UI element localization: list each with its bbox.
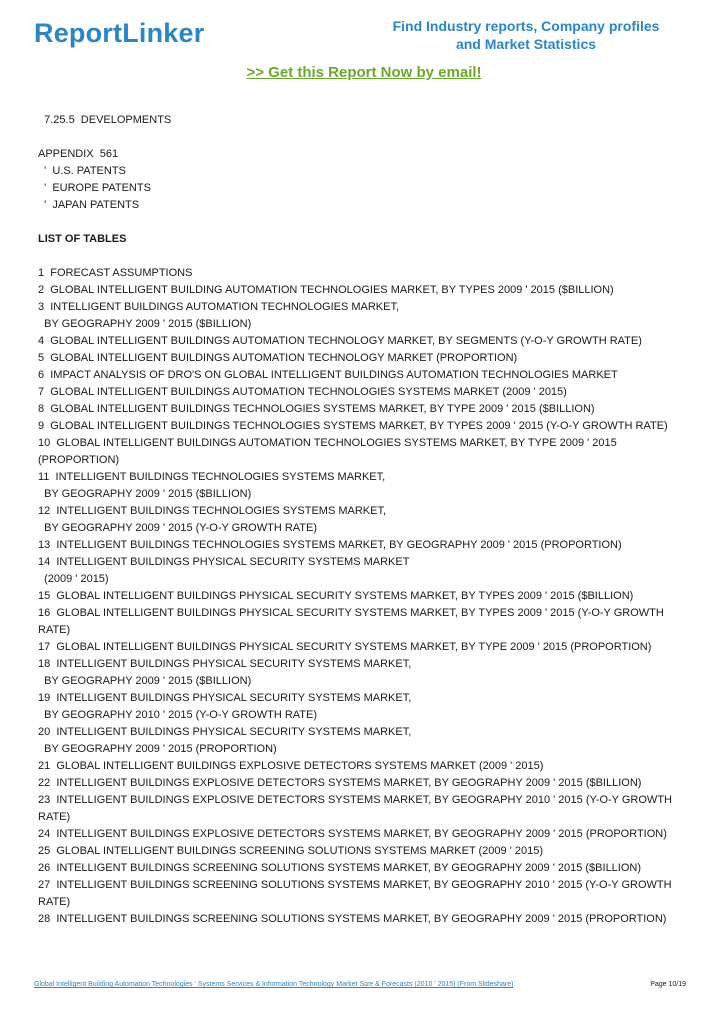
table-list-line: 13 INTELLIGENT BUILDINGS TECHNOLOGIES SYSTEMS MARKET, BY GEOGRAPHY 2009 ' 2015 (PROPORTION) xyxy=(38,539,622,551)
appendix-item: ' JAPAN PATENTS xyxy=(38,199,140,211)
table-list-line: 14 INTELLIGENT BUILDINGS PHYSICAL SECURITY SYSTEMS MARKET xyxy=(38,556,410,568)
table-list-line: 19 INTELLIGENT BUILDINGS PHYSICAL SECURITY SYSTEMS MARKET, xyxy=(38,692,412,704)
table-list-line: BY GEOGRAPHY 2010 ' 2015 (Y-O-Y GROWTH RATE) xyxy=(38,709,318,721)
table-list-line: BY GEOGRAPHY 2009 ' 2015 (PROPORTION) xyxy=(38,743,277,755)
appendix-title: APPENDIX 561 xyxy=(38,148,119,160)
table-list-line: 7 GLOBAL INTELLIGENT BUILDINGS AUTOMATION TECHNOLOGIES SYSTEMS MARKET (2009 ' 2015) xyxy=(38,386,567,398)
tagline-line-2: and Market Statistics xyxy=(455,36,597,52)
table-list-line: 24 INTELLIGENT BUILDINGS EXPLOSIVE DETECTORS SYSTEMS MARKET, BY GEOGRAPHY 2009 ' 2015 (PROPORTION) xyxy=(38,828,667,840)
section-heading: 7.25.5 DEVELOPMENTS xyxy=(38,114,172,126)
page-number: Page 10/19 xyxy=(650,981,686,988)
appendix-item: ' EUROPE PATENTS xyxy=(38,182,151,194)
table-list-line: 22 INTELLIGENT BUILDINGS EXPLOSIVE DETECTORS SYSTEMS MARKET, BY GEOGRAPHY 2009 ' 2015 ($BILLION) xyxy=(38,777,642,789)
table-list-line: 26 INTELLIGENT BUILDINGS SCREENING SOLUTIONS SYSTEMS MARKET, BY GEOGRAPHY 2009 ' 2015 ($BILLION) xyxy=(38,862,642,874)
table-list-line: 9 GLOBAL INTELLIGENT BUILDINGS TECHNOLOGIES SYSTEMS MARKET, BY TYPES 2009 ' 2015 (Y-O-Y GROWTH RATE) xyxy=(38,420,668,432)
table-list-line: 28 INTELLIGENT BUILDINGS SCREENING SOLUTIONS SYSTEMS MARKET, BY GEOGRAPHY 2009 ' 2015 (PROPORTION) xyxy=(38,913,667,925)
table-list-line: 16 GLOBAL INTELLIGENT BUILDINGS PHYSICAL SECURITY SYSTEMS MARKET, BY TYPES 2009 ' 2015 (Y-O-Y GROWTH xyxy=(38,607,664,619)
header-tagline xyxy=(376,17,676,53)
table-list-line: 15 GLOBAL INTELLIGENT BUILDINGS PHYSICAL SECURITY SYSTEMS MARKET, BY TYPES 2009 ' 2015 ($BILLION) xyxy=(38,590,634,602)
table-list-line: RATE) xyxy=(38,896,71,908)
table-list-line: BY GEOGRAPHY 2009 ' 2015 ($BILLION) xyxy=(38,488,252,500)
table-list-line: 1 FORECAST ASSUMPTIONS xyxy=(38,267,193,279)
table-list-line: 20 INTELLIGENT BUILDINGS PHYSICAL SECURITY SYSTEMS MARKET, xyxy=(38,726,412,738)
table-list-line: 3 INTELLIGENT BUILDINGS AUTOMATION TECHNOLOGIES MARKET, xyxy=(38,301,400,313)
table-list-line: 17 GLOBAL INTELLIGENT BUILDINGS PHYSICAL SECURITY SYSTEMS MARKET, BY TYPE 2009 ' 2015 (PROPORTION) xyxy=(38,641,652,653)
document-body xyxy=(38,112,688,928)
table-list-line: RATE) xyxy=(38,811,71,823)
table-list-line: BY GEOGRAPHY 2009 ' 2015 ($BILLION) xyxy=(38,675,252,687)
table-list-line: 10 GLOBAL INTELLIGENT BUILDINGS AUTOMATION TECHNOLOGIES SYSTEMS MARKET, BY TYPE 2009 ' 2015 xyxy=(38,437,617,449)
get-report-link[interactable]: >> Get this Report Now by email! xyxy=(246,64,482,81)
table-list-line: 21 GLOBAL INTELLIGENT BUILDINGS EXPLOSIVE DETECTORS SYSTEMS MARKET (2009 ' 2015) xyxy=(38,760,544,772)
table-list-line: 11 INTELLIGENT BUILDINGS TECHNOLOGIES SYSTEMS MARKET, xyxy=(38,471,386,483)
appendix-list xyxy=(38,163,688,214)
table-list-line: (PROPORTION) xyxy=(38,454,120,466)
list-of-tables-heading: LIST OF TABLES xyxy=(38,233,127,245)
appendix-item: ' U.S. PATENTS xyxy=(38,165,126,177)
table-list-line: 5 GLOBAL INTELLIGENT BUILDINGS AUTOMATION TECHNOLOGY MARKET (PROPORTION) xyxy=(38,352,518,364)
table-list-line: 25 GLOBAL INTELLIGENT BUILDINGS SCREENING SOLUTIONS SYSTEMS MARKET (2009 ' 2015) xyxy=(38,845,544,857)
table-list-line: 18 INTELLIGENT BUILDINGS PHYSICAL SECURITY SYSTEMS MARKET, xyxy=(38,658,412,670)
table-list xyxy=(38,265,688,928)
table-list-line: 27 INTELLIGENT BUILDINGS SCREENING SOLUTIONS SYSTEMS MARKET, BY GEOGRAPHY 2010 ' 2015 (Y-O-Y GROWTH xyxy=(38,879,672,891)
table-list-line: 8 GLOBAL INTELLIGENT BUILDINGS TECHNOLOGIES SYSTEMS MARKET, BY TYPE 2009 ' 2015 ($BILLION) xyxy=(38,403,595,415)
table-list-line: BY GEOGRAPHY 2009 ' 2015 (Y-O-Y GROWTH RATE) xyxy=(38,522,318,534)
footer-source-link[interactable]: Global Intelligent Building Automation Technologies ' Systems Services & Information Technology Market Size & Forecasts (2010 ' 2015) (From Slideshare) xyxy=(34,981,514,988)
table-list-line: 2 GLOBAL INTELLIGENT BUILDING AUTOMATION TECHNOLOGIES MARKET, BY TYPES 2009 ' 2015 ($BILLION) xyxy=(38,284,614,296)
table-list-line: 23 INTELLIGENT BUILDINGS EXPLOSIVE DETECTORS SYSTEMS MARKET, BY GEOGRAPHY 2010 ' 2015 (Y-O-Y GROWTH xyxy=(38,794,672,806)
table-list-line: (2009 ' 2015) xyxy=(38,573,109,585)
table-list-line: BY GEOGRAPHY 2009 ' 2015 ($BILLION) xyxy=(38,318,252,330)
tagline-line-1: Find Industry reports, Company profiles xyxy=(392,18,660,34)
table-list-line: 4 GLOBAL INTELLIGENT BUILDINGS AUTOMATION TECHNOLOGY MARKET, BY SEGMENTS (Y-O-Y GROWTH RATE) xyxy=(38,335,642,347)
table-list-line: 6 IMPACT ANALYSIS OF DRO'S ON GLOBAL INTELLIGENT BUILDINGS AUTOMATION TECHNOLOGIES MARKET xyxy=(38,369,618,381)
reportlinker-logo[interactable]: ReportLinker xyxy=(34,18,205,48)
table-list-line: RATE) xyxy=(38,624,71,636)
table-list-line: 12 INTELLIGENT BUILDINGS TECHNOLOGIES SYSTEMS MARKET, xyxy=(38,505,387,517)
